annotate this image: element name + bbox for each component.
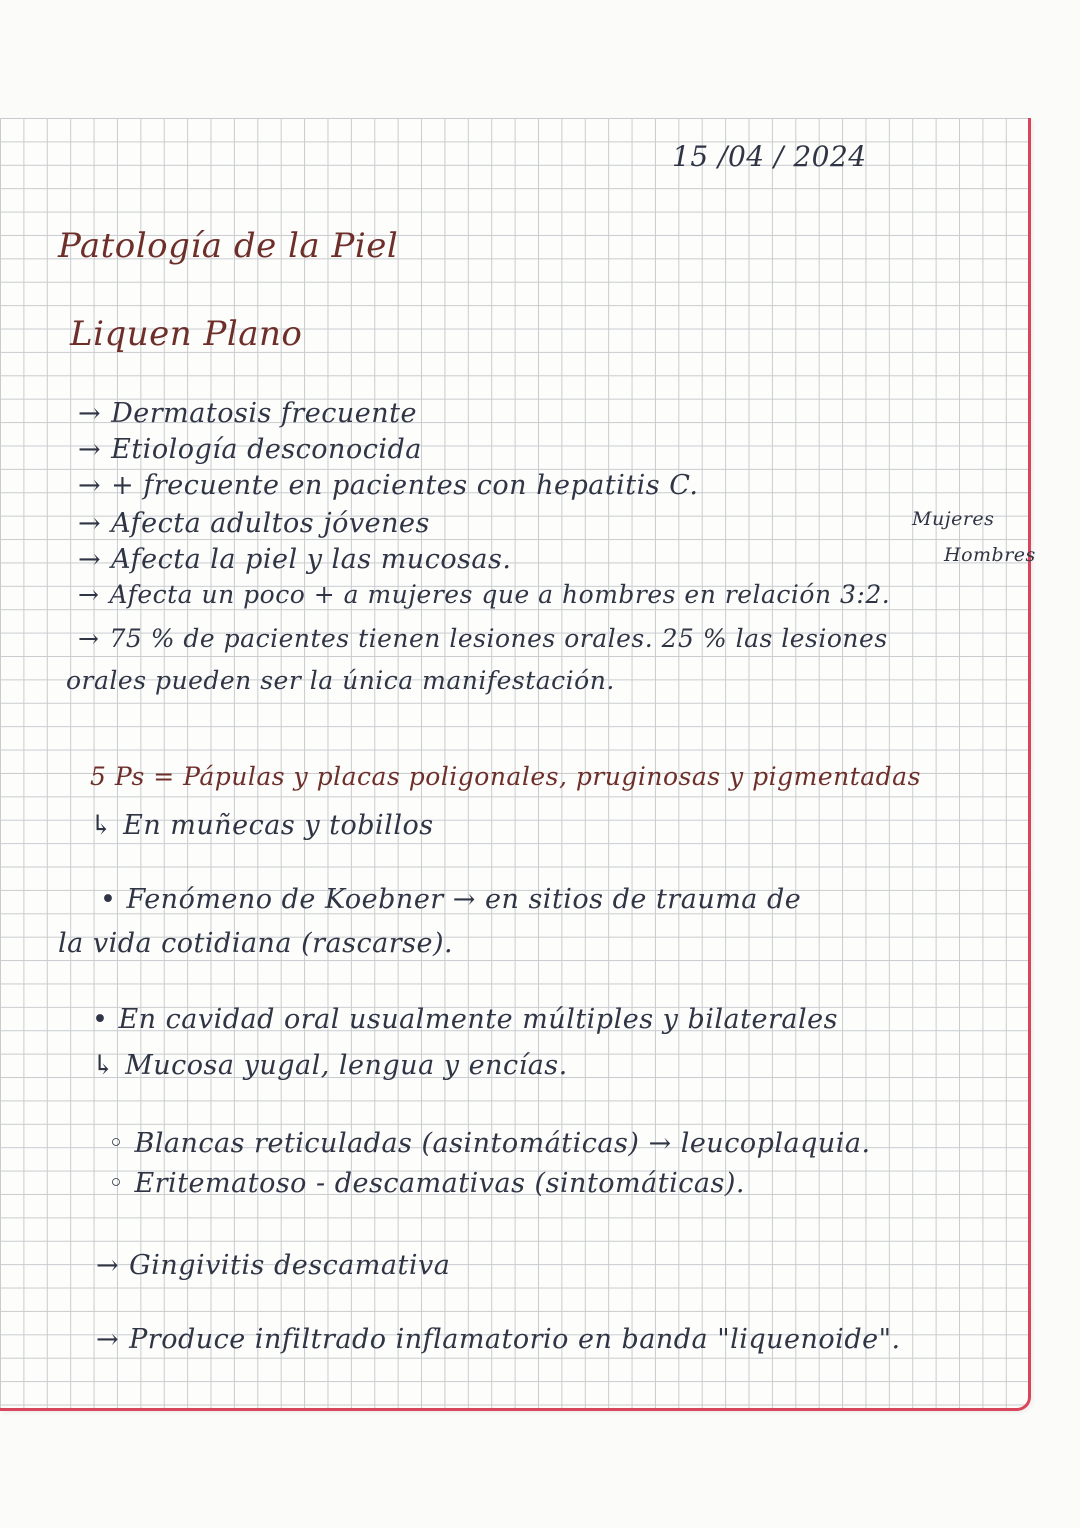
return-arrow-icon: ↳ (90, 810, 114, 841)
side-note-mujeres: Mujeres (912, 508, 995, 530)
arrow-icon: → (78, 544, 102, 575)
list-item: → 75 % de pacientes tienen lesiones orales. 25 % las lesiones (78, 624, 888, 653)
bullet-icon: • (92, 1004, 109, 1035)
oral-line: • En cavidad oral usualmente múltiples y bilaterales (92, 1004, 838, 1035)
topic-title: Liquen Plano (70, 314, 303, 354)
oral-bullet: ◦ Blancas reticuladas (asintomáticas) → leucoplaquia. (108, 1128, 871, 1159)
list-item: → Dermatosis frecuente (78, 398, 417, 429)
return-arrow-icon: ↳ (92, 1050, 116, 1081)
arrow-icon: → (96, 1250, 120, 1281)
side-note-hombres: Hombres (944, 544, 1036, 566)
infiltrate-line: → Produce infiltrado inflamatorio en banda "liquenoide". (96, 1324, 901, 1355)
page-title: Patología de la Piel (58, 226, 399, 266)
list-item-continuation: orales pueden ser la única manifestación. (66, 666, 615, 695)
five-ps-line: 5 Ps = Pápulas y placas poligonales, pruginosas y pigmentadas (90, 762, 921, 791)
bullet-icon: • (100, 884, 117, 915)
oral-bullet: ◦ Eritematoso - descamativas (sintomáticas). (108, 1168, 745, 1199)
arrow-icon: → (78, 434, 102, 465)
oral-sub: ↳ Mucosa yugal, lengua y encías. (92, 1050, 568, 1081)
note-date: 15 /04 / 2024 (672, 140, 867, 173)
list-item: → Etiología desconocida (78, 434, 422, 465)
koebner-line: • Fenómeno de Koebner → en sitios de trauma de (100, 884, 802, 915)
list-item: → + frecuente en pacientes con hepatitis C. (78, 470, 699, 501)
arrow-icon: → (96, 1324, 120, 1355)
koebner-continuation: la vida cotidiana (rascarse). (58, 928, 454, 959)
dot-icon: ◦ (108, 1128, 125, 1159)
arrow-icon: → (78, 470, 102, 501)
list-item: → Afecta adultos jóvenes (78, 508, 430, 539)
five-ps-sub: ↳ En muñecas y tobillos (90, 810, 434, 841)
gingivitis-line: → Gingivitis descamativa (96, 1250, 451, 1281)
dot-icon: ◦ (108, 1168, 125, 1199)
arrow-icon: → (78, 398, 102, 429)
arrow-icon: → (78, 580, 100, 609)
list-item: → Afecta la piel y las mucosas. (78, 544, 512, 575)
arrow-icon: → (78, 624, 100, 653)
list-item: → Afecta un poco + a mujeres que a hombres en relación 3:2. (78, 580, 891, 609)
arrow-icon: → (78, 508, 102, 539)
grid-paper-sheet (0, 118, 1036, 1411)
